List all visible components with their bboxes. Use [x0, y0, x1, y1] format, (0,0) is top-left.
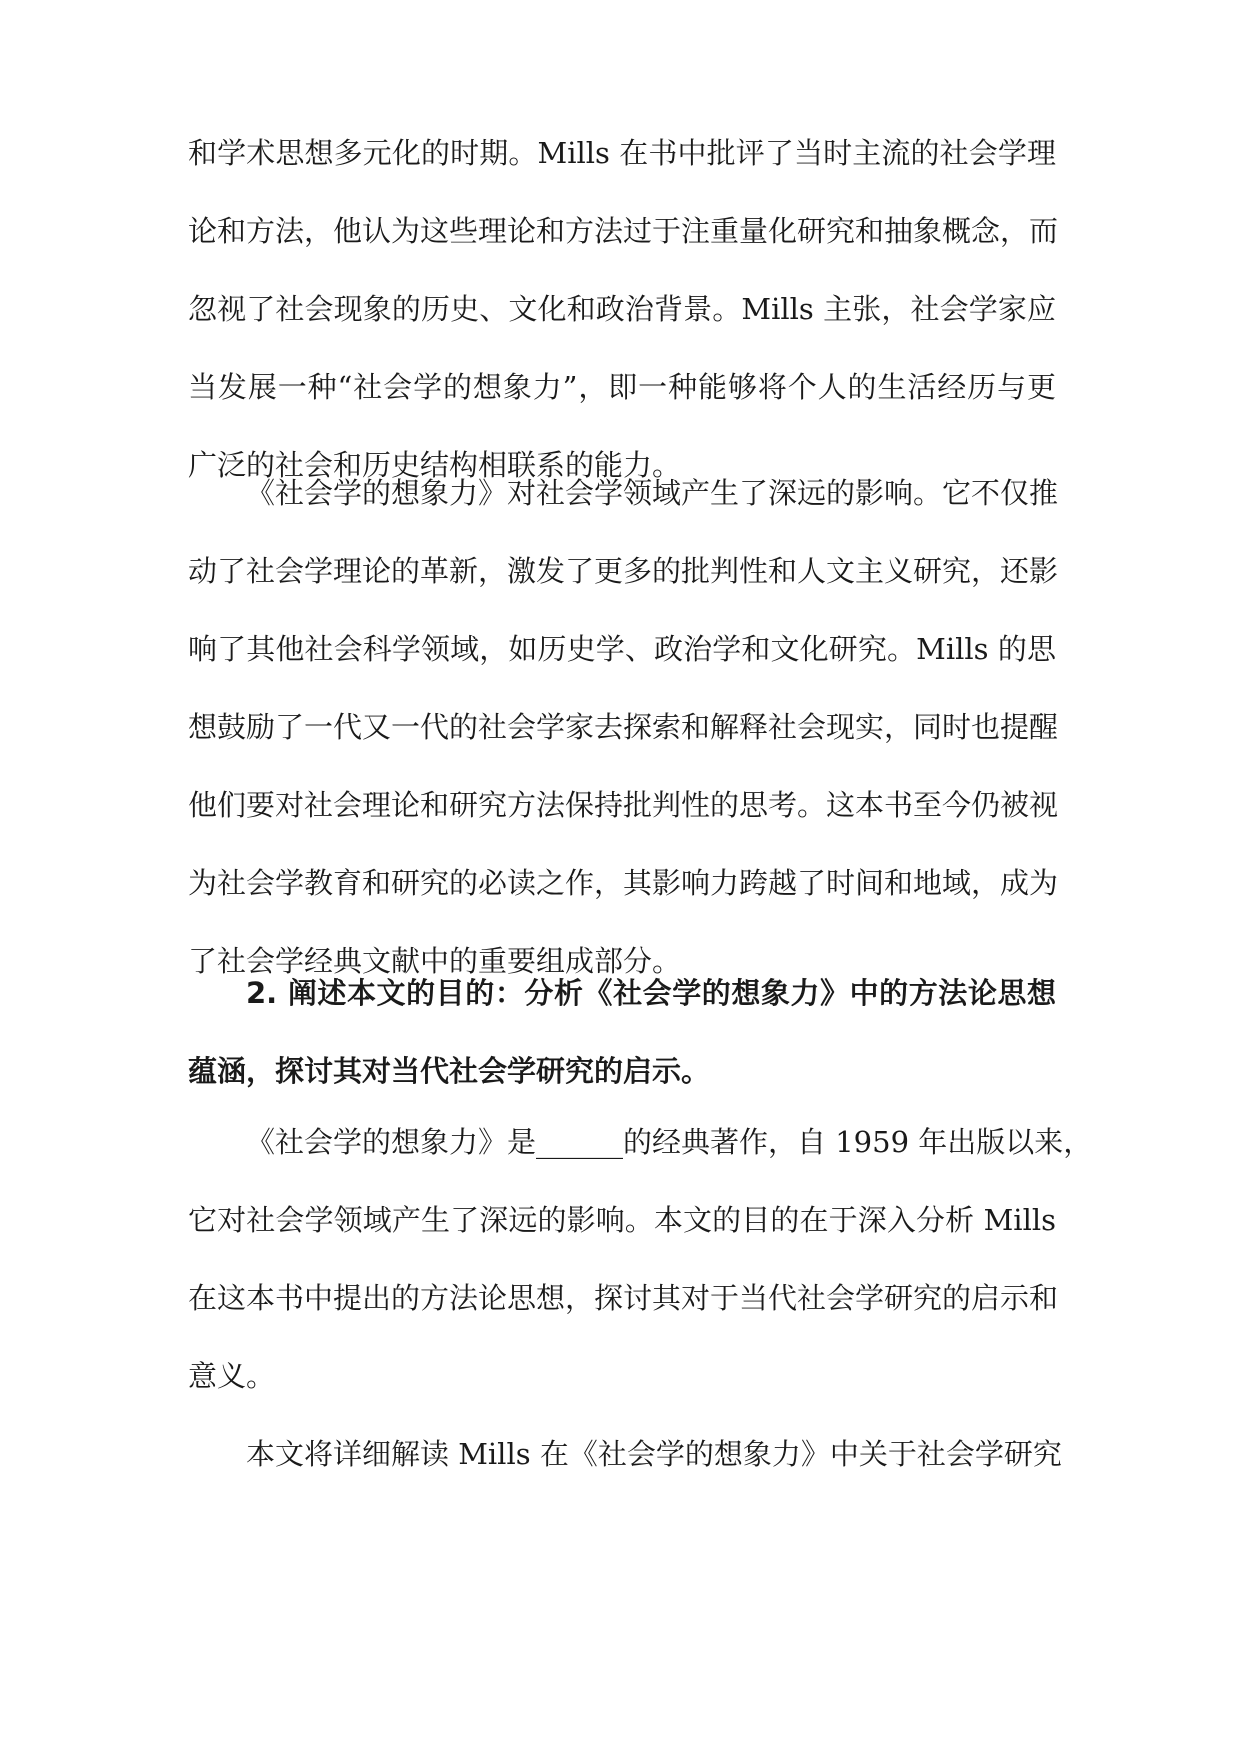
paragraph-2 [188, 454, 1059, 1000]
text-line: 想鼓励了一代又一代的社会学家去探索和解释社会现实，同时也提醒 [188, 710, 1059, 744]
text-line: 为社会学教育和研究的必读之作，其影响力跨越了时间和地域，成为 [188, 866, 1059, 900]
heading-line: 蕴涵，探讨其对当代社会学研究的启示。 [188, 1054, 711, 1088]
text-line: 当发展一种“社会学的想象力”，即一种能够将个人的生活经历与更 [188, 370, 1056, 404]
text-line: 他们要对社会理论和研究方法保持批判性的思考。这本书至今仍被视 [188, 788, 1059, 822]
heading-line: 2. 阐述本文的目的：分析《社会学的想象力》中的方法论思想 [246, 976, 1056, 1010]
text-line: 本文将详细解读 Mills 在《社会学的想象力》中关于社会学研究 [246, 1437, 1062, 1471]
text-line: 《社会学的想象力》是______的经典著作，自 1959 年出版以来， [246, 1125, 1093, 1159]
text-line: 意义。 [188, 1359, 276, 1393]
text-line: 动了社会学理论的革新，激发了更多的批判性和人文主义研究，还影 [188, 554, 1059, 588]
text-line: 它对社会学领域产生了深远的影响。本文的目的在于深入分析 Mills [188, 1203, 1056, 1237]
section-heading [188, 954, 1056, 1110]
text-line: 《社会学的想象力》对社会学领域产生了深远的影响。它不仅推 [246, 476, 1059, 510]
paragraph-3 [188, 1103, 1093, 1415]
paragraph-1 [188, 114, 1059, 504]
text-line: 论和方法，他认为这些理论和方法过于注重量化研究和抽象概念，而 [188, 214, 1059, 248]
text-line: 忽视了社会现象的历史、文化和政治背景。Mills 主张，社会学家应 [188, 292, 1056, 326]
text-line: 和学术思想多元化的时期。Mills 在书中批评了当时主流的社会学理 [188, 136, 1056, 170]
paragraph-4 [188, 1415, 1062, 1493]
text-line: 响了其他社会科学领域，如历史学、政治学和文化研究。Mills 的思 [188, 632, 1056, 666]
text-line: 了社会学经典文献中的重要组成部分。 [188, 944, 682, 978]
text-line: 在这本书中提出的方法论思想，探讨其对于当代社会学研究的启示和 [188, 1281, 1059, 1315]
text-line: 广泛的社会和历史结构相联系的能力。 [188, 448, 682, 482]
